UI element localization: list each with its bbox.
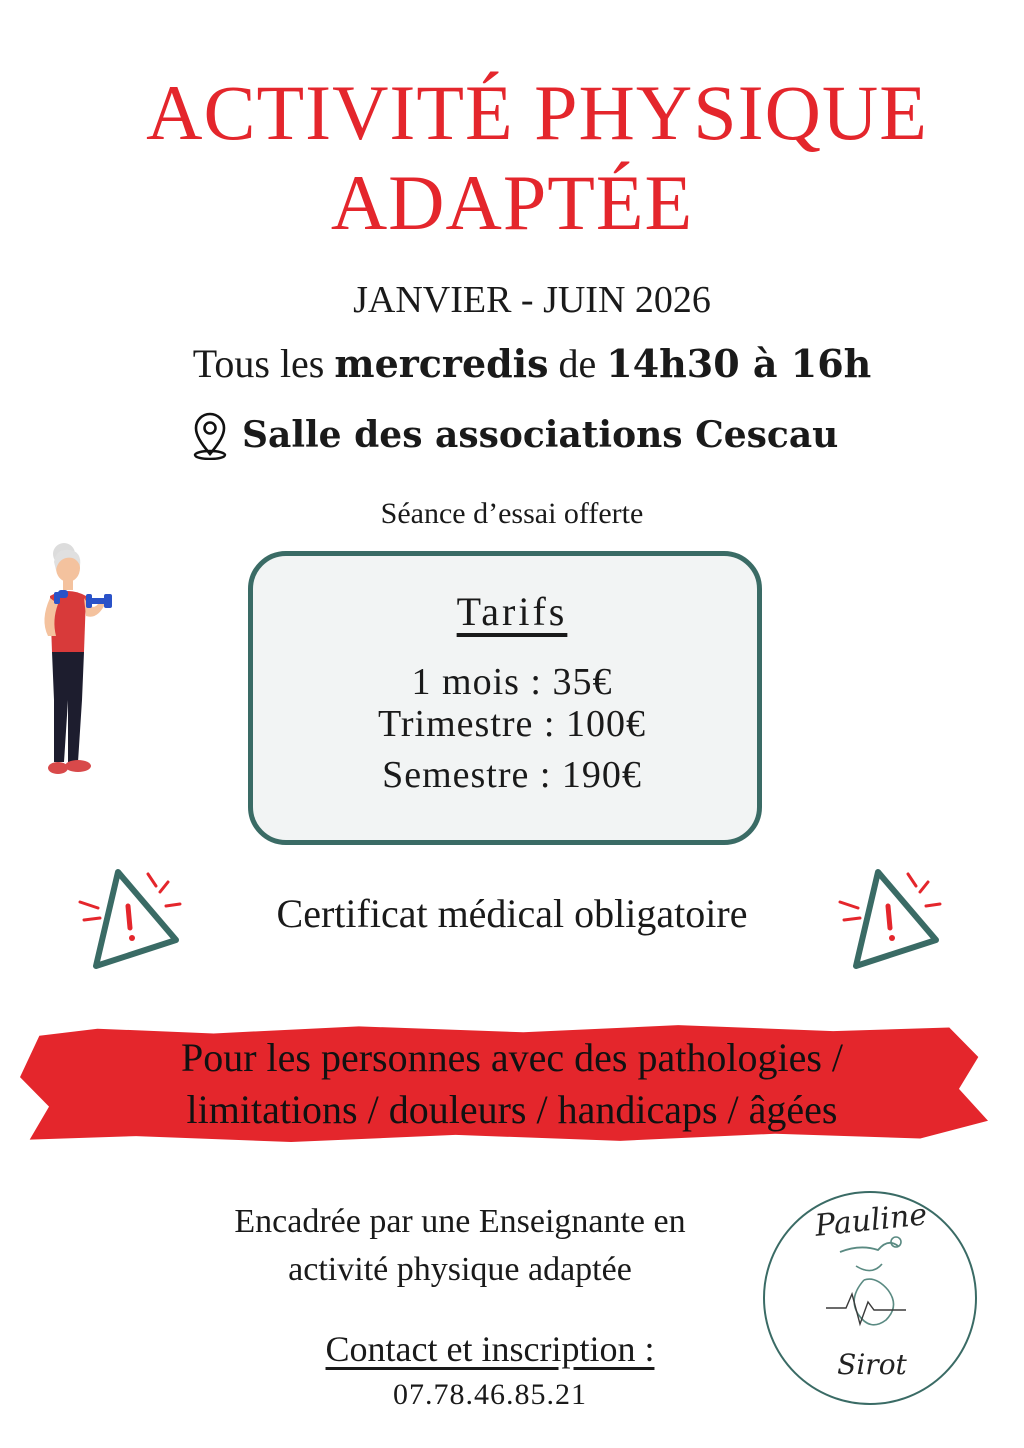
audience-text xyxy=(0,1032,1024,1136)
schedule-middle: de xyxy=(548,341,607,386)
coach-line-2: activité physique adaptée xyxy=(288,1251,632,1288)
title-line-1: ACTIVITÉ PHYSIQUE xyxy=(146,69,928,156)
schedule-prefix: Tous les xyxy=(192,341,335,386)
schedule xyxy=(0,340,1024,387)
tarifs-title: Tarifs xyxy=(456,589,568,634)
audience-line-2: limitations / douleurs / handicaps / âgées xyxy=(186,1087,838,1132)
coach-line-1: Encadrée par une Enseignante en xyxy=(234,1203,686,1240)
schedule-day: mercredis xyxy=(334,341,549,386)
logo-bottom-text: Sirot xyxy=(837,1348,907,1381)
tarif-item: Trimestre : 100€ xyxy=(378,703,646,745)
medical-certificate-notice: Certificat médical obligatoire xyxy=(276,891,748,936)
contact-heading: Contact et inscription : xyxy=(325,1329,655,1369)
tarif-item: 1 mois : 35€ xyxy=(411,661,613,703)
coach-info xyxy=(140,1198,780,1294)
schedule-time: 14h30 à 16h xyxy=(606,341,872,386)
pauline-sirot-logo xyxy=(760,1180,980,1410)
tarif-item: Semestre : 190€ xyxy=(382,754,642,796)
period: JANVIER - JUIN 2026 xyxy=(353,279,711,321)
logo-top-text: Pauline xyxy=(813,1197,929,1244)
title-line-2: ADAPTÉE xyxy=(330,159,694,246)
audience-line-1: Pour les personnes avec des pathologies / xyxy=(180,1035,844,1080)
location-label: Salle des associations Cescau xyxy=(242,414,839,456)
warning-triangle-icon xyxy=(836,862,946,972)
poster-title xyxy=(0,68,1024,248)
trial-offer: Séance d’essai offerte xyxy=(380,497,644,530)
contact-phone[interactable]: 07.78.46.85.21 xyxy=(393,1378,587,1411)
location-pin-icon xyxy=(188,410,232,460)
location xyxy=(188,408,838,462)
